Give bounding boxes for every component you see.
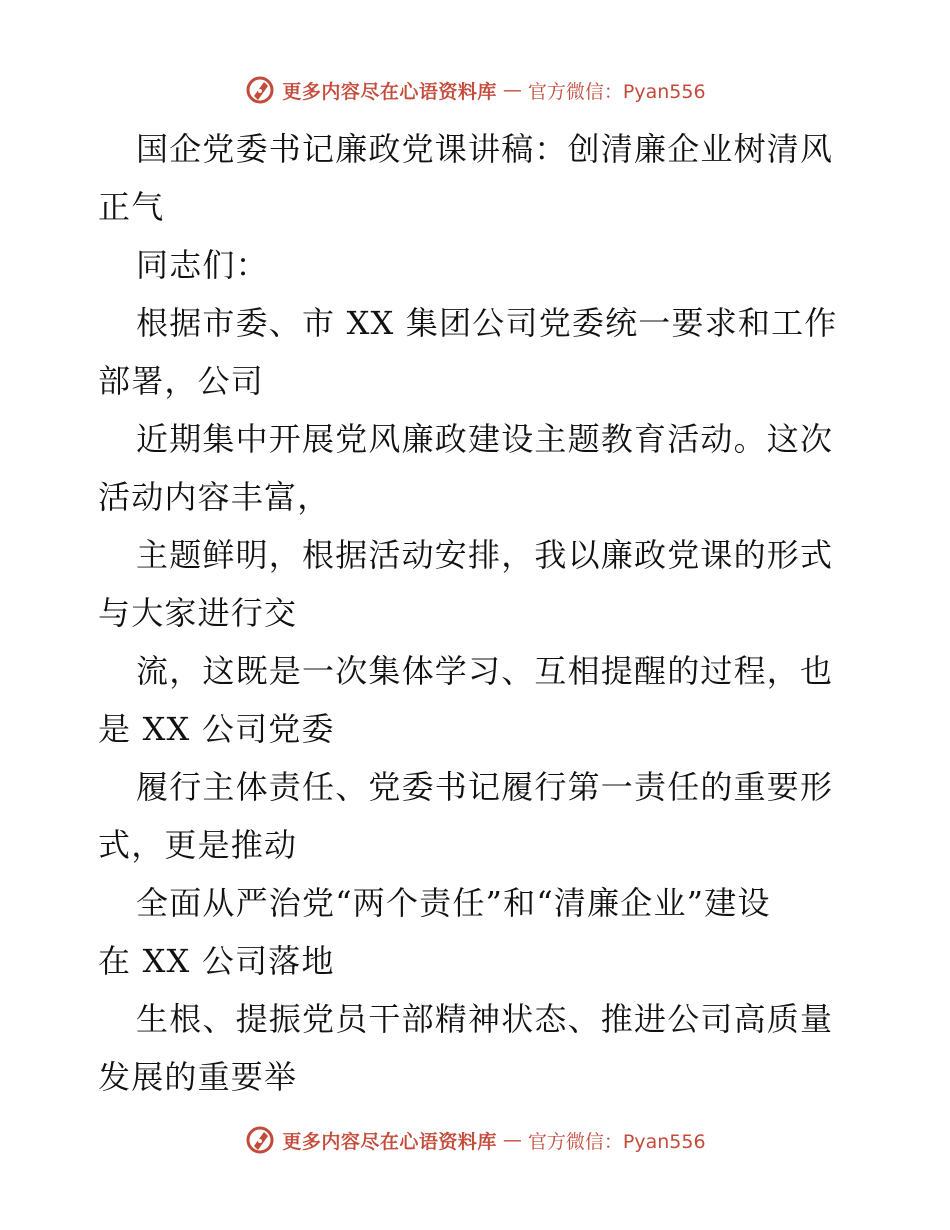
paragraph-line: 近期集中开展党风廉政建设主题教育活动。这次 bbox=[136, 420, 834, 458]
header-banner bbox=[0, 70, 950, 110]
paragraph-line: 在 XX 公司落地 bbox=[98, 942, 335, 980]
footer-banner-text: 更多内容尽在心语资料库 bbox=[282, 1130, 497, 1153]
paragraph-line: 生根、提振党员干部精神状态、推进公司高质量 bbox=[136, 1000, 834, 1038]
paragraph-line: 正气 bbox=[98, 188, 165, 226]
paragraph bbox=[98, 294, 858, 410]
document-body bbox=[98, 120, 858, 1106]
paragraph bbox=[98, 526, 858, 642]
paragraph-line: 流，这既是一次集体学习、互相提醒的过程，也 bbox=[136, 652, 834, 690]
paragraph-salutation bbox=[98, 236, 858, 294]
paragraph-line: 式，更是推动 bbox=[98, 826, 298, 864]
paragraph-line: 根据市委、市 XX 集团公司党委统一要求和工作 bbox=[136, 304, 838, 342]
header-banner-separator: — bbox=[502, 79, 522, 101]
paragraph-line: 同志们： bbox=[136, 246, 269, 284]
paragraph-line: 部署，公司 bbox=[98, 362, 265, 400]
header-banner-wechat: 官方微信：Pyan556 bbox=[527, 80, 706, 103]
paragraph-line: 是 XX 公司党委 bbox=[98, 710, 335, 748]
paragraph-line: 活动内容丰富， bbox=[98, 478, 331, 516]
header-banner-inner bbox=[244, 74, 705, 106]
paragraph-line: 主题鲜明，根据活动安排，我以廉政党课的形式 bbox=[136, 536, 834, 574]
footer-banner-inner bbox=[244, 1124, 705, 1156]
paragraph bbox=[98, 990, 858, 1106]
paragraph-line: 发展的重要举 bbox=[98, 1058, 298, 1096]
pen-nib-circle-icon bbox=[244, 1124, 276, 1156]
paragraph-title bbox=[98, 120, 858, 236]
footer-banner bbox=[0, 1120, 950, 1160]
paragraph-line: 全面从严治党“两个责任”和“清廉企业”建设 bbox=[136, 884, 771, 922]
header-banner-text: 更多内容尽在心语资料库 bbox=[282, 80, 497, 103]
paragraph bbox=[98, 758, 858, 874]
paragraph-line: 国企党委书记廉政党课讲稿：创清廉企业树清风 bbox=[136, 130, 834, 168]
footer-banner-wechat: 官方微信：Pyan556 bbox=[527, 1130, 706, 1153]
footer-banner-separator: — bbox=[502, 1129, 522, 1151]
paragraph bbox=[98, 642, 858, 758]
paragraph-line: 履行主体责任、党委书记履行第一责任的重要形 bbox=[136, 768, 834, 806]
paragraph-line: 与大家进行交 bbox=[98, 594, 298, 632]
paragraph bbox=[98, 874, 858, 990]
pen-nib-circle-icon bbox=[244, 74, 276, 106]
paragraph bbox=[98, 410, 858, 526]
